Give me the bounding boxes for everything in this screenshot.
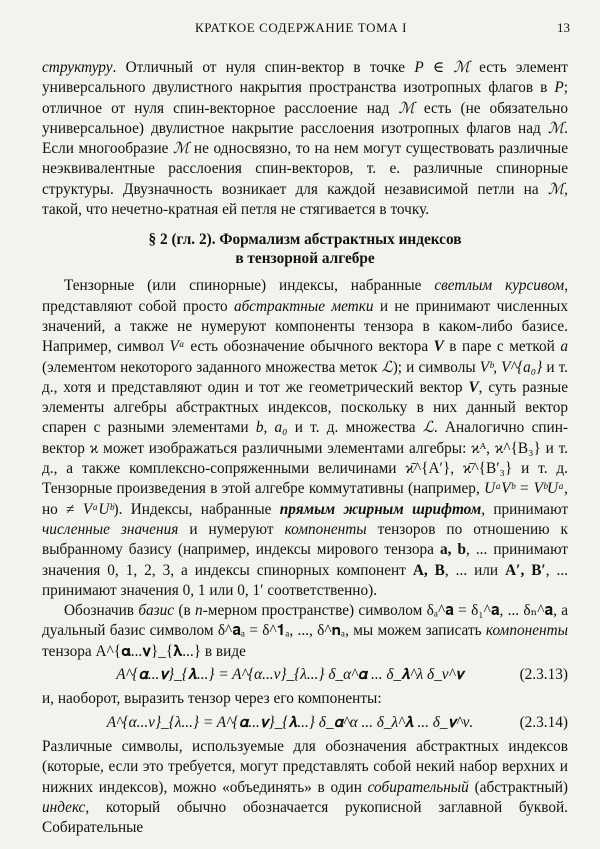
page-number: 13 [557, 20, 570, 35]
paragraph-spin-structures: структуру. Отличный от нуля спин-вектор в точке P ∈ ℳ есть элемент универсального двулистного накрытия пространства изотропных флагов в P; отличное от нуля спин-векторное расслоение над ℳ есть (не обязательно универсальное) двулистное накрытие расслоения изотропных флагов над ℳ. Если многообразие ℳ не односвязно, то на нем могут существовать различные неэквивалентные расслоения спин-векторов, т. е. различные спинорные структуры. Двузначность возникает для каждой независимой петли на ℳ, такой, что нечетно-кратная ей петля не стягивается в точку. [42, 59, 569, 219]
section-heading-line2: в тензорной алгебре [235, 250, 375, 268]
paragraph-basis: Обозначив базис (в n-мерном пространстве) символом δₐ^𝐚 = δ₁^𝐚, ... δₙ^𝐚, а дуальный базис символом δ^𝐚ₐ = δ^𝟏ₐ, ..., δ^𝐧ₐ, мы можем записать компоненты тензора A^{𝛂...𝛎}_{𝛌...} в виде [42, 602, 569, 660]
equation-2-3-14 [42, 713, 568, 733]
equation-number: (2.3.13) [519, 666, 568, 684]
equation-formula: A^{α...ν}_{λ...} = A^{𝛂...𝛎}_{𝛌...} δ_𝛂^α ... δ_λ^𝛌 ... δ_𝛎^ν. [106, 713, 474, 731]
equation-number: (2.3.14) [519, 713, 568, 731]
page-body [42, 58, 568, 838]
equation-2-3-13 [42, 665, 568, 685]
paragraph-conversely: и, наоборот, выразить тензор через его компоненты: [42, 690, 382, 708]
running-head: КРАТКОЕ СОДЕРЖАНИЕ ТОМА I [195, 20, 408, 35]
paragraph-collective-index: Различные символы, используемые для обозначения абстрактных индексов (которые, если это требуется, могут представлять собой некий набор верхних и нижних индексов), можно «объединять» в один собирательный (абстрактный) индекс, который обычно обозначается рукописной заглавной буквой. Собирательные [42, 737, 568, 837]
section-heading-line1: § 2 (гл. 2). Формализм абстрактных индексов [148, 231, 462, 249]
paragraph-abstract-indices: Тензорные (или спинорные) индексы, набранные светлым курсивом, представляют собой просто абстрактные метки и не принимают численных значений, а также не нумеруют компоненты тензора в каком-либо базисе. Например, символ Vᵃ есть обозначение обычного вектора V в паре с меткой a (элементом некоторого заданного множества меток ℒ); и символы Vᵇ, V^{a₀} и т. д., хотя и представляют один и тот же геометрический вектор V, суть разные элементы алгебры абстрактных индексов, поскольку в них данный вектор спарен с разными элементами b, a₀ и т. д. множества ℒ. Аналогично спин-вектор ϰ может изображаться различными элементами алгебры: ϰᴬ, ϰ^{B₃} и т. д., а также комплексно-сопряженными величинами ϰ̄^{A′}, ϰ̄^{B′₃} и т. д. Тензорные произведения в этой алгебре коммутативны (например, UᵃVᵇ = VᵇUᵃ, но ≠ VᵃUᵇ). Индексы, набранные прямым жирным шрифтом, принимают численные значения и нумеруют компоненты тензоров по отношению к выбранному базису (например, индексы мирового тензора a, b, ... принимают значения 0, 1, 2, 3, а индексы спинорных компонент A, B, ... или A′, B′, ... принимают значения 0, 1 или 0, 1′ соответственно). [42, 277, 569, 599]
equation-formula: A^{𝛂...𝛎}_{𝛌...} = A^{α...ν}_{λ...} δ_α^𝛂 ... δ_𝛌^λ δ_ν^𝛎 [116, 666, 464, 684]
section-heading [42, 230, 568, 268]
